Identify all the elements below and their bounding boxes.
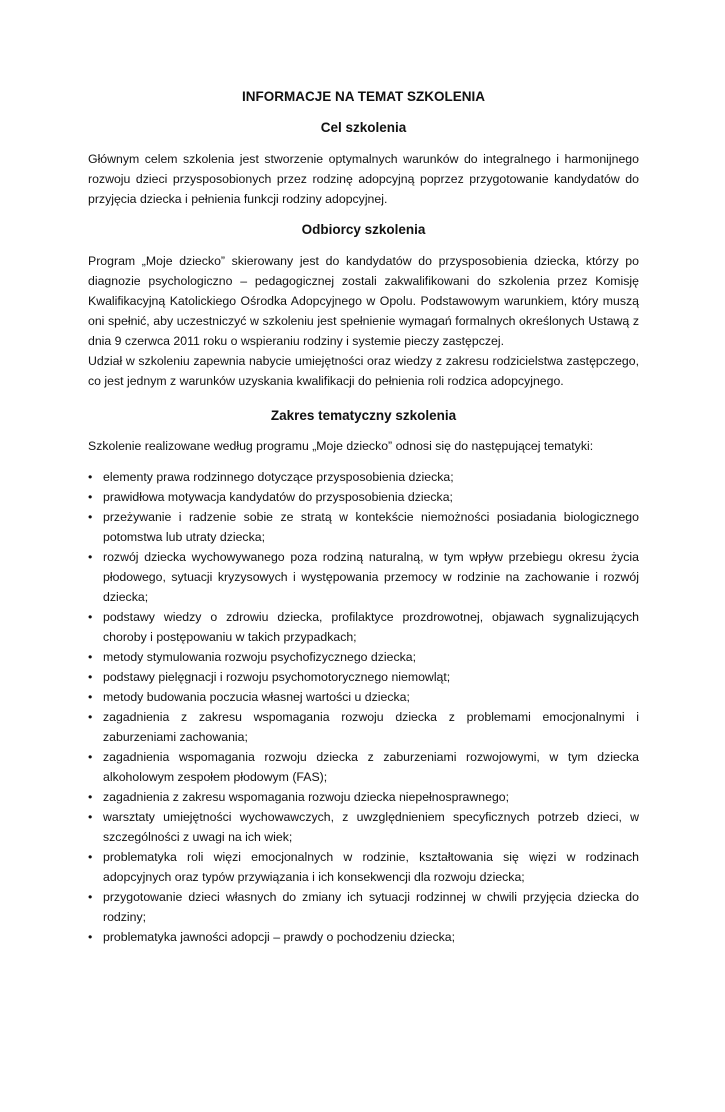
list-item xyxy=(88,487,639,507)
list-item xyxy=(88,687,639,707)
bullet-icon: • xyxy=(88,610,93,624)
list-item xyxy=(88,787,639,807)
list-item-text: warsztaty umiejętności wychowawczych, z uwzględnieniem specyficznych potrzeb dzieci, w szczególności z uwagi na ich wiek; xyxy=(103,810,639,844)
bullet-icon: • xyxy=(88,930,93,944)
list-item xyxy=(88,507,639,547)
section-text-odbiorcy-2: Udział w szkoleniu zapewnia nabycie umiejętności oraz wiedzy z zakresu rodzicielstwa zastępczego, co jest jednym z warunków uzyskania kwalifikacji do pełnienia roli rodzica adopcyjnego. xyxy=(88,354,639,388)
list-item-text: problematyka roli więzi emocjonalnych w rodzinie, kształtowania się więzi w rodzinach adopcyjnych oraz typów przywiązania i ich konsekwencji dla rozwoju dziecka; xyxy=(103,850,639,884)
bullet-icon: • xyxy=(88,750,93,764)
list-item-text: metody budowania poczucia własnej wartości u dziecka; xyxy=(103,690,410,704)
bullet-icon: • xyxy=(88,710,93,724)
section-heading-cel: Cel szkolenia xyxy=(320,120,407,135)
list-item xyxy=(88,807,639,847)
section-text-cel: Głównym celem szkolenia jest stworzenie optymalnych warunków do integralnego i harmonijnego rozwoju dzieci przysposobionych przez rodzinę adopcyjną poprzez przygotowanie kandydatów do przyjęcia dziecka i pełnienia funkcji rodziny adopcyjnej. xyxy=(88,152,639,206)
list-item xyxy=(88,747,639,787)
list-item-text: przygotowanie dzieci własnych do zmiany ich sytuacji rodzinnej w chwili przyjęcia dziecka do rodziny; xyxy=(103,890,639,924)
list-item-text: rozwój dziecka wychowywanego poza rodziną naturalną, w tym wpływ przebiegu okresu życia płodowego, sytuacji kryzysowych i występowania przemocy w rodzinie na zachowanie i rozwój dziecka; xyxy=(103,550,639,604)
section-intro-zakres: Szkolenie realizowane według programu „Moje dziecko” odnosi się do następującej tematyki: xyxy=(88,439,594,453)
list-item xyxy=(88,467,639,487)
list-item-text: zagadnienia wspomagania rozwoju dziecka z zaburzeniami rozwojowymi, w tym dziecka alkoholowym zespołem płodowym (FAS); xyxy=(103,750,639,784)
bullet-icon: • xyxy=(88,550,93,564)
bullet-icon: • xyxy=(88,890,93,904)
list-item-text: metody stymulowania rozwoju psychofizycznego dziecka; xyxy=(103,650,417,664)
list-item-text: przeżywanie i radzenie sobie ze stratą w kontekście niemożności posiadania biologicznego potomstwa lub utraty dziecka; xyxy=(103,510,639,544)
section-heading-zakres: Zakres tematyczny szkolenia xyxy=(270,408,457,423)
list-item xyxy=(88,887,639,927)
bullet-icon: • xyxy=(88,670,93,684)
document-page xyxy=(0,88,725,1112)
bullet-icon: • xyxy=(88,650,93,664)
section-text-odbiorcy-1: Program „Moje dziecko” skierowany jest do kandydatów do przysposobienia dziecka, którzy po diagnozie psychologiczno – pedagogicznej zostali zakwalifikowani do szkolenia przez Komisję Kwalifikacyjną Katolickiego Ośrodka Adopcyjnego w Opolu. Podstawowym warunkiem, który muszą oni spełnić, aby uczestniczyć w szkoleniu jest spełnienie wymagań formalnych określonych Ustawą z dnia 9 czerwca 2011 roku o wspieraniu rodziny i systemie pieczy zastępczej. xyxy=(88,254,639,348)
list-item-text: zagadnienia z zakresu wspomagania rozwoju dziecka z problemami emocjonalnymi i zaburzeniami zachowania; xyxy=(103,710,639,744)
list-item xyxy=(88,847,639,887)
bullet-icon: • xyxy=(88,790,93,804)
list-item xyxy=(88,607,639,647)
bullet-icon: • xyxy=(88,850,93,864)
list-item-text: zagadnienia z zakresu wspomagania rozwoju dziecka niepełnosprawnego; xyxy=(103,790,510,804)
bullet-icon: • xyxy=(88,510,93,524)
topic-list xyxy=(88,467,639,947)
section-heading-odbiorcy: Odbiorcy szkolenia xyxy=(301,222,426,237)
list-item-text: podstawy pielęgnacji i rozwoju psychomotorycznego niemowląt; xyxy=(103,670,451,684)
document-title: INFORMACJE NA TEMAT SZKOLENIA xyxy=(242,89,485,104)
bullet-icon: • xyxy=(88,690,93,704)
list-item-text: elementy prawa rodzinnego dotyczące przysposobienia dziecka; xyxy=(103,470,454,484)
list-item xyxy=(88,647,639,667)
list-item-text: prawidłowa motywacja kandydatów do przysposobienia dziecka; xyxy=(103,490,453,504)
list-item xyxy=(88,707,639,747)
list-item xyxy=(88,547,639,607)
list-item-text: problematyka jawności adopcji – prawdy o pochodzeniu dziecka; xyxy=(103,930,456,944)
list-item-text: podstawy wiedzy o zdrowiu dziecka, profilaktyce prozdrowotnej, objawach sygnalizujących choroby i postępowaniu w takich przypadkach; xyxy=(103,610,639,644)
list-item xyxy=(88,667,639,687)
bullet-icon: • xyxy=(88,490,93,504)
bullet-icon: • xyxy=(88,810,93,824)
bullet-icon: • xyxy=(88,470,93,484)
list-item xyxy=(88,927,639,947)
